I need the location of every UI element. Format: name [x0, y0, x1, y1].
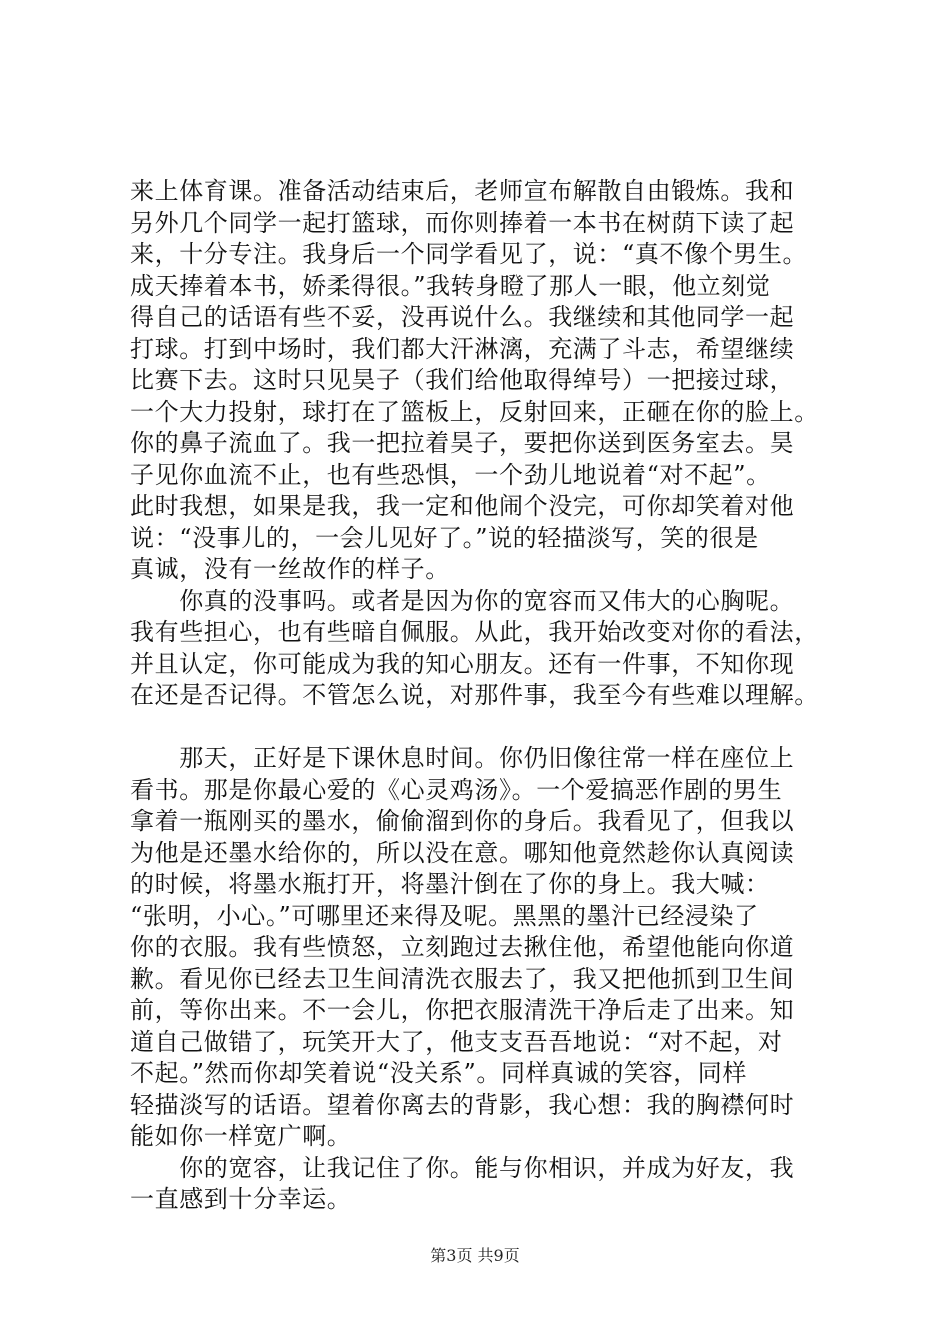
text-line: 拿着一瓶刚买的墨水，偷偷溜到你的身后。我看见了，但我以: [130, 807, 795, 835]
text-line: 那天，正好是下课休息时间。你仍旧像往常一样在座位上: [130, 744, 795, 772]
text-line: 不起。”然而你却笑着说“没关系”。同样真诚的笑容，同样: [130, 1059, 748, 1087]
paragraph-gap: [130, 712, 850, 744]
text-line: 真诚，没有一丝故作的样子。: [130, 555, 450, 583]
text-line: 歉。看见你已经去卫生间清洗衣服去了，我又把他抓到卫生间: [130, 964, 795, 993]
text-line: 你真的没事吗。或者是因为你的宽容而又伟大的心胸呢。: [130, 586, 795, 615]
text-line: 此时我想，如果是我，我一定和他闹个没完，可你却笑着对他: [130, 492, 795, 520]
text-line: “张明，小心。”可哪里还来得及呢。黑黑的墨汁已经浸染了: [130, 901, 759, 930]
text-line: 前，等你出来。不一会儿，你把衣服清洗干净后走了出来。知: [130, 996, 795, 1024]
text-line: 得自己的话语有些不妥，没再说什么。我继续和其他同学一起: [130, 303, 795, 331]
text-line: 能如你一样宽广啊。: [130, 1122, 352, 1150]
page-footer: [0, 1244, 950, 1268]
text-line: 另外几个同学一起打篮球，而你则捧着一本书在树荫下读了起: [130, 208, 795, 237]
text-line: 比赛下去。这时只见昊子（我们给他取得绰号）一把接过球，: [130, 366, 795, 394]
text-line: 在还是否记得。不管怎么说，对那件事，我至今有些难以理解。: [130, 681, 819, 709]
text-line: 一直感到十分幸运。: [130, 1185, 352, 1213]
text-line: 为他是还墨水给你的，所以没在意。哪知他竟然趁你认真阅读: [130, 838, 795, 867]
text-line: 你的宽容，让我记住了你。能与你相识，并成为好友，我: [130, 1153, 795, 1182]
text-line: 并且认定，你可能成为我的知心朋友。还有一件事，不知你现: [130, 649, 795, 678]
text-line: 来上体育课。准备活动结束后，老师宣布解散自由锻炼。我和: [130, 177, 795, 205]
text-line: 我有些担心，也有些暗自佩服。从此，我开始改变对你的看法，: [130, 618, 819, 646]
paragraph-4: [130, 1153, 850, 1216]
text-line: 你的衣服。我有些愤怒，立刻跑过去揪住他，希望他能向你道: [130, 933, 795, 961]
text-line: 轻描淡写的话语。望着你离去的背影，我心想：我的胸襟何时: [130, 1090, 795, 1119]
text-line: 成天捧着本书，娇柔得很。”我转身瞪了那人一眼，他立刻觉: [130, 271, 771, 300]
text-line: 的时候，将墨水瓶打开，将墨汁倒在了你的身上。我大喊：: [130, 870, 770, 898]
text-line: 道自己做错了，玩笑开大了，他支支吾吾地说：“对不起，对: [130, 1027, 783, 1056]
text-line: 说：“没事儿的，一会儿见好了。”说的轻描淡写，笑的很是: [130, 523, 759, 552]
document-body: [130, 176, 850, 1216]
paragraph-3: [130, 743, 850, 1153]
text-line: 看书。那是你最心爱的《心灵鸡汤》。一个爱搞恶作剧的男生: [130, 775, 783, 804]
page-number-label: 第3页 共9页: [430, 1246, 520, 1265]
paragraph-2: [130, 586, 850, 712]
text-line: 子见你血流不止，也有些恐惧，一个劲儿地说着“对不起”。: [130, 460, 771, 489]
paragraph-1: [130, 176, 850, 586]
text-line: 你的鼻子流血了。我一把拉着昊子，要把你送到医务室去。昊: [130, 429, 795, 457]
text-line: 一个大力投射，球打在了篮板上，反射回来，正砸在你的脸上。: [130, 397, 819, 426]
text-line: 打球。打到中场时，我们都大汗淋漓，充满了斗志，希望继续: [130, 334, 795, 363]
text-line: 来，十分专注。我身后一个同学看见了，说：“真不像个男生。: [130, 240, 808, 268]
